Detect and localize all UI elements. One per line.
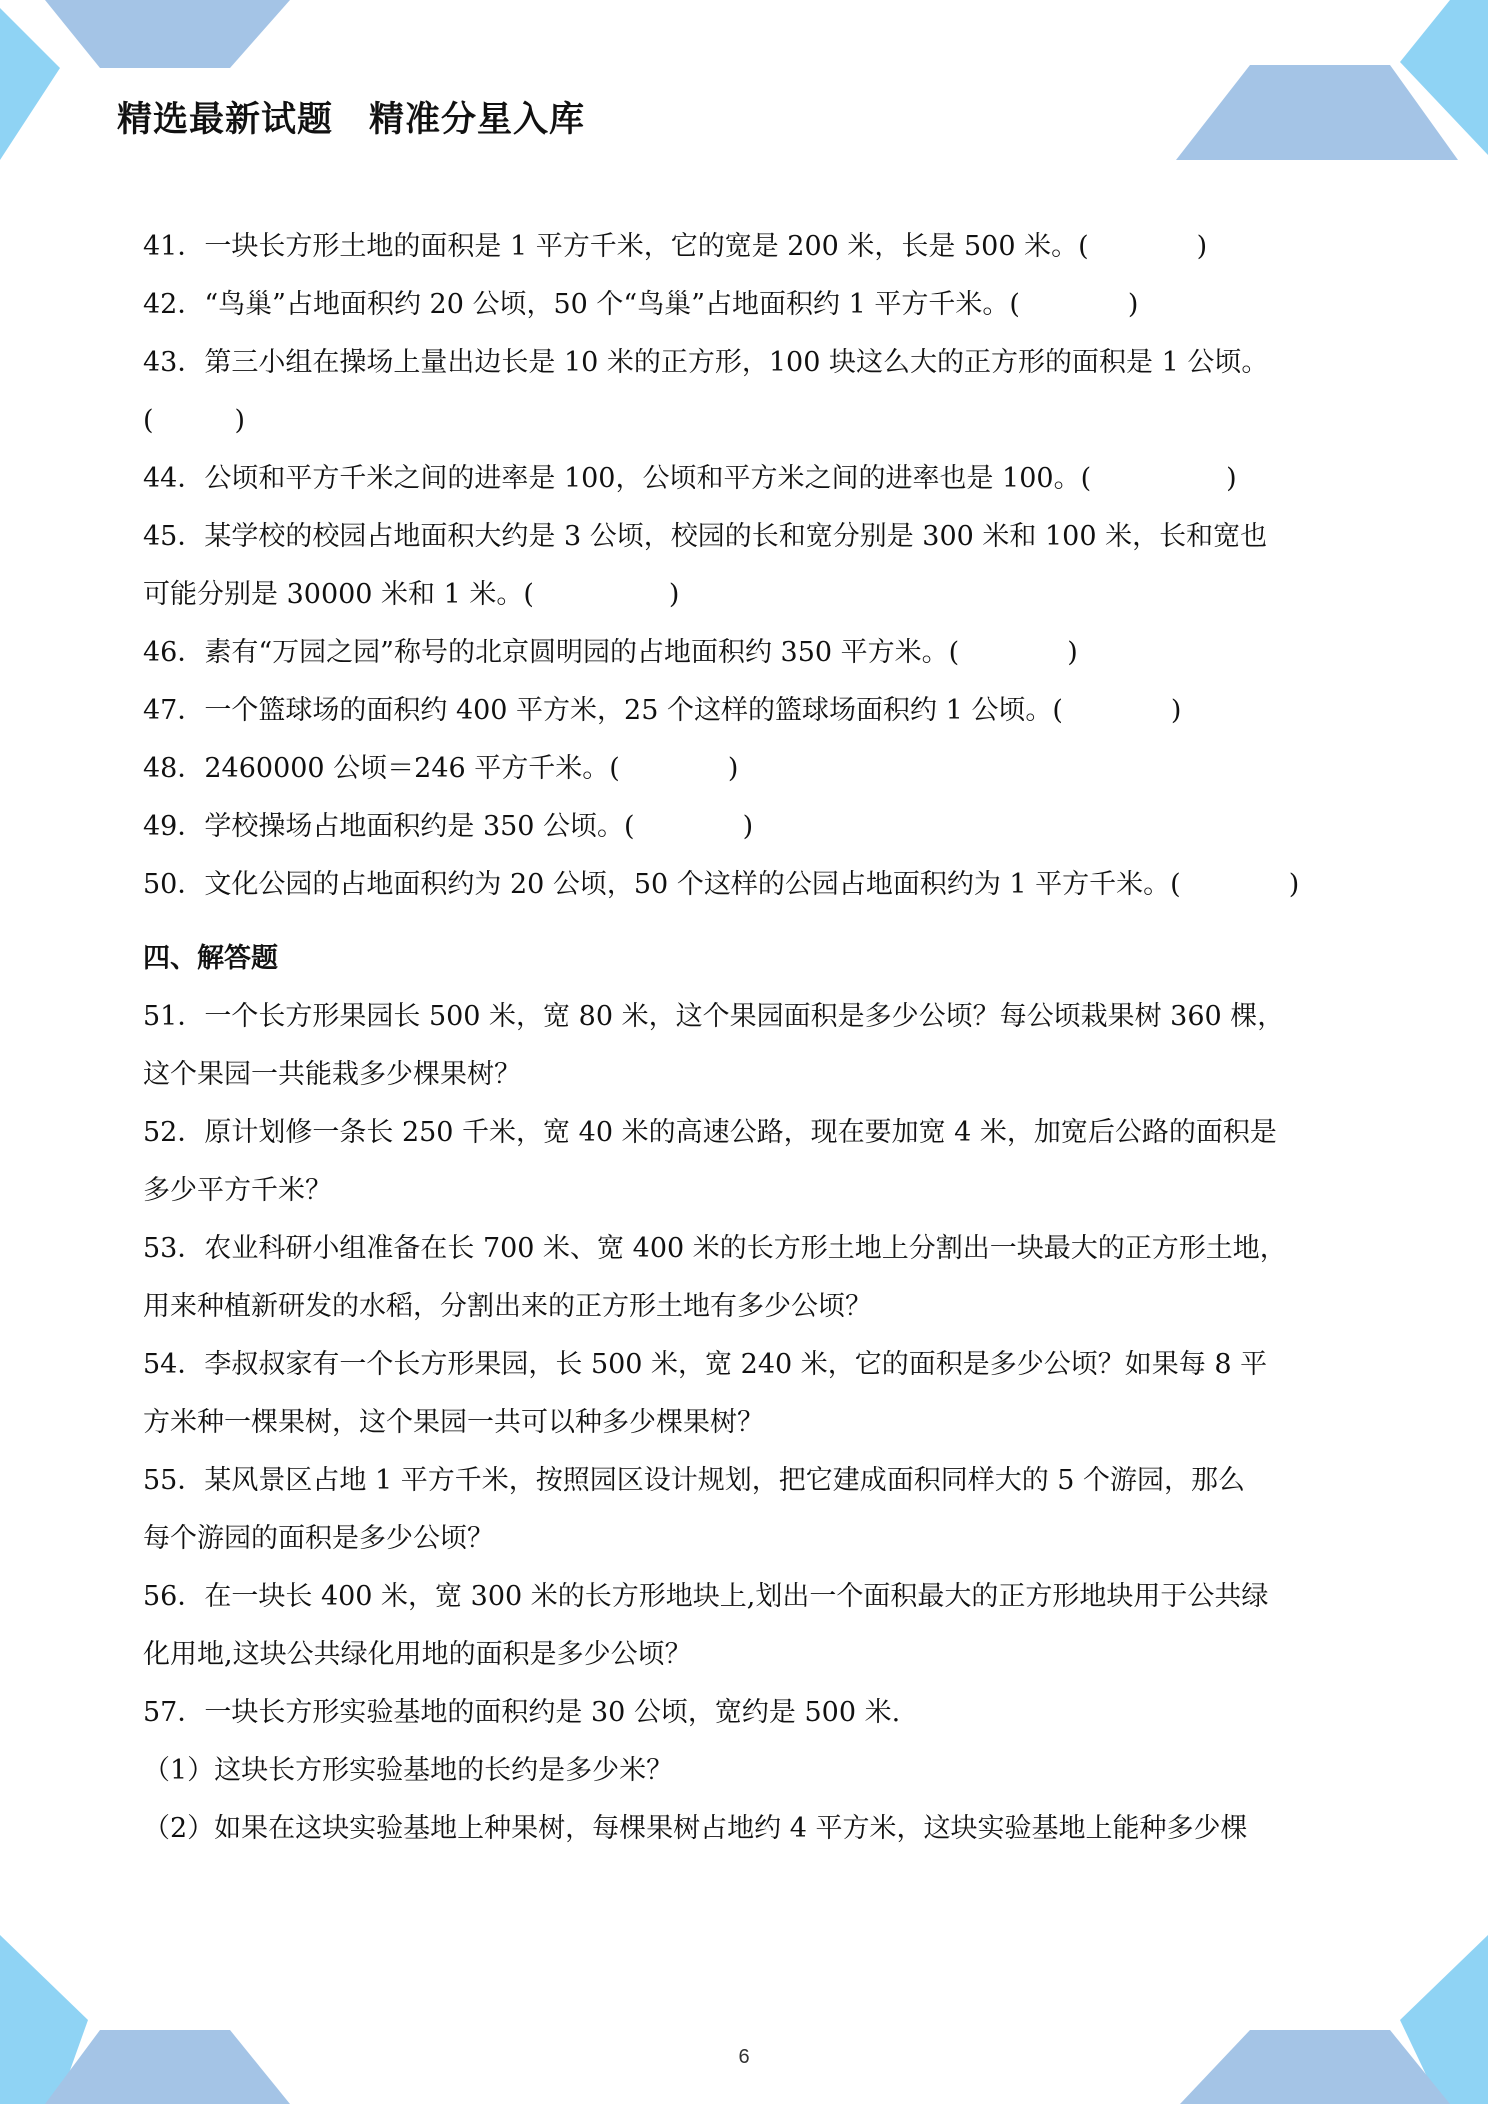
section-title: 四、解答题 — [143, 943, 278, 974]
question-50: 50．文化公园的占地面积约为 20 公顷，50 个这样的公园占地面积约为 1 平方千米。( ) — [143, 869, 1300, 900]
question-53: 53．农业科研小组准备在长 700 米、宽 400 米的长方形土地上分割出一块最大的正方形土地， — [143, 1233, 1287, 1264]
document-body — [143, 218, 1350, 1858]
question-51: 51．一个长方形果园长 500 米，宽 80 米，这个果园面积是多少公顷？每公顷栽果树 360 棵， — [143, 1001, 1285, 1032]
question-41: 41．一块长方形土地的面积是 1 平方千米，它的宽是 200 米，长是 500 米。( ) — [143, 231, 1208, 262]
question-46: 46．素有“万园之园”称号的北京圆明园的占地面积约 350 平方米。( ) — [143, 637, 1078, 668]
question-44: 44．公顷和平方千米之间的进率是 100，公顷和平方米之间的进率也是 100。( ) — [143, 463, 1237, 494]
question-47: 47．一个篮球场的面积约 400 平方米，25 个这样的篮球场面积约 1 公顷。( ) — [143, 695, 1182, 726]
question-56: 56．在一块长 400 米，宽 300 米的长方形地块上,划出一个面积最大的正方形地块用于公共绿 — [143, 1581, 1269, 1612]
question-52-cont: 多少平方千米？ — [143, 1175, 332, 1206]
question-54-cont: 方米种一棵果树，这个果园一共可以种多少棵果树？ — [143, 1407, 764, 1438]
question-43-cont: ( ) — [143, 405, 246, 436]
question-49: 49．学校操场占地面积约是 350 公顷。( ) — [143, 811, 754, 842]
question-55-cont: 每个游园的面积是多少公顷？ — [143, 1523, 494, 1554]
top-right-trapezoid — [1176, 65, 1458, 160]
page-number: 6 — [738, 2046, 750, 2068]
question-55: 55．某风景区占地 1 平方千米，按照园区设计规划，把它建成面积同样大的 5 个游园，那么 — [143, 1465, 1246, 1496]
question-51-cont: 这个果园一共能栽多少棵果树？ — [143, 1059, 521, 1090]
question-52: 52．原计划修一条长 250 千米，宽 40 米的高速公路，现在要加宽 4 米，加宽后公路的面积是 — [143, 1117, 1277, 1148]
question-53-cont: 用来种植新研发的水稻，分割出来的正方形土地有多少公顷？ — [143, 1291, 872, 1322]
question-48: 48．2460000 公顷＝246 平方千米。( ) — [143, 753, 739, 784]
top-left-corner-shape — [0, 8, 60, 160]
question-57-part-2: （2）如果在这块实验基地上种果树，每棵果树占地约 4 平方米，这块实验基地上能种多少棵 — [143, 1813, 1248, 1844]
question-45-cont: 可能分别是 30000 米和 1 米。( ) — [143, 579, 680, 610]
question-42: 42．“鸟巢”占地面积约 20 公顷，50 个“鸟巢”占地面积约 1 平方千米。( ) — [143, 289, 1139, 320]
question-54: 54．李叔叔家有一个长方形果园，长 500 米，宽 240 米，它的面积是多少公顷？如果每 8 平 — [143, 1349, 1268, 1380]
question-43: 43．第三小组在操场上量出边长是 10 米的正方形，100 块这么大的正方形的面积是 1 公顷。 — [143, 347, 1269, 378]
question-45: 45．某学校的校园占地面积大约是 3 公顷，校园的长和宽分别是 300 米和 100 米，长和宽也 — [143, 521, 1268, 552]
top-left-trapezoid — [45, 0, 290, 68]
header-title: 精选最新试题 精准分星入库 — [117, 100, 586, 140]
question-57-part-1: （1）这块长方形实验基地的长约是多少米？ — [143, 1755, 674, 1786]
question-56-cont: 化用地,这块公共绿化用地的面积是多少公顷？ — [143, 1639, 692, 1670]
question-57: 57．一块长方形实验基地的面积约是 30 公顷，宽约是 500 米. — [143, 1697, 901, 1728]
